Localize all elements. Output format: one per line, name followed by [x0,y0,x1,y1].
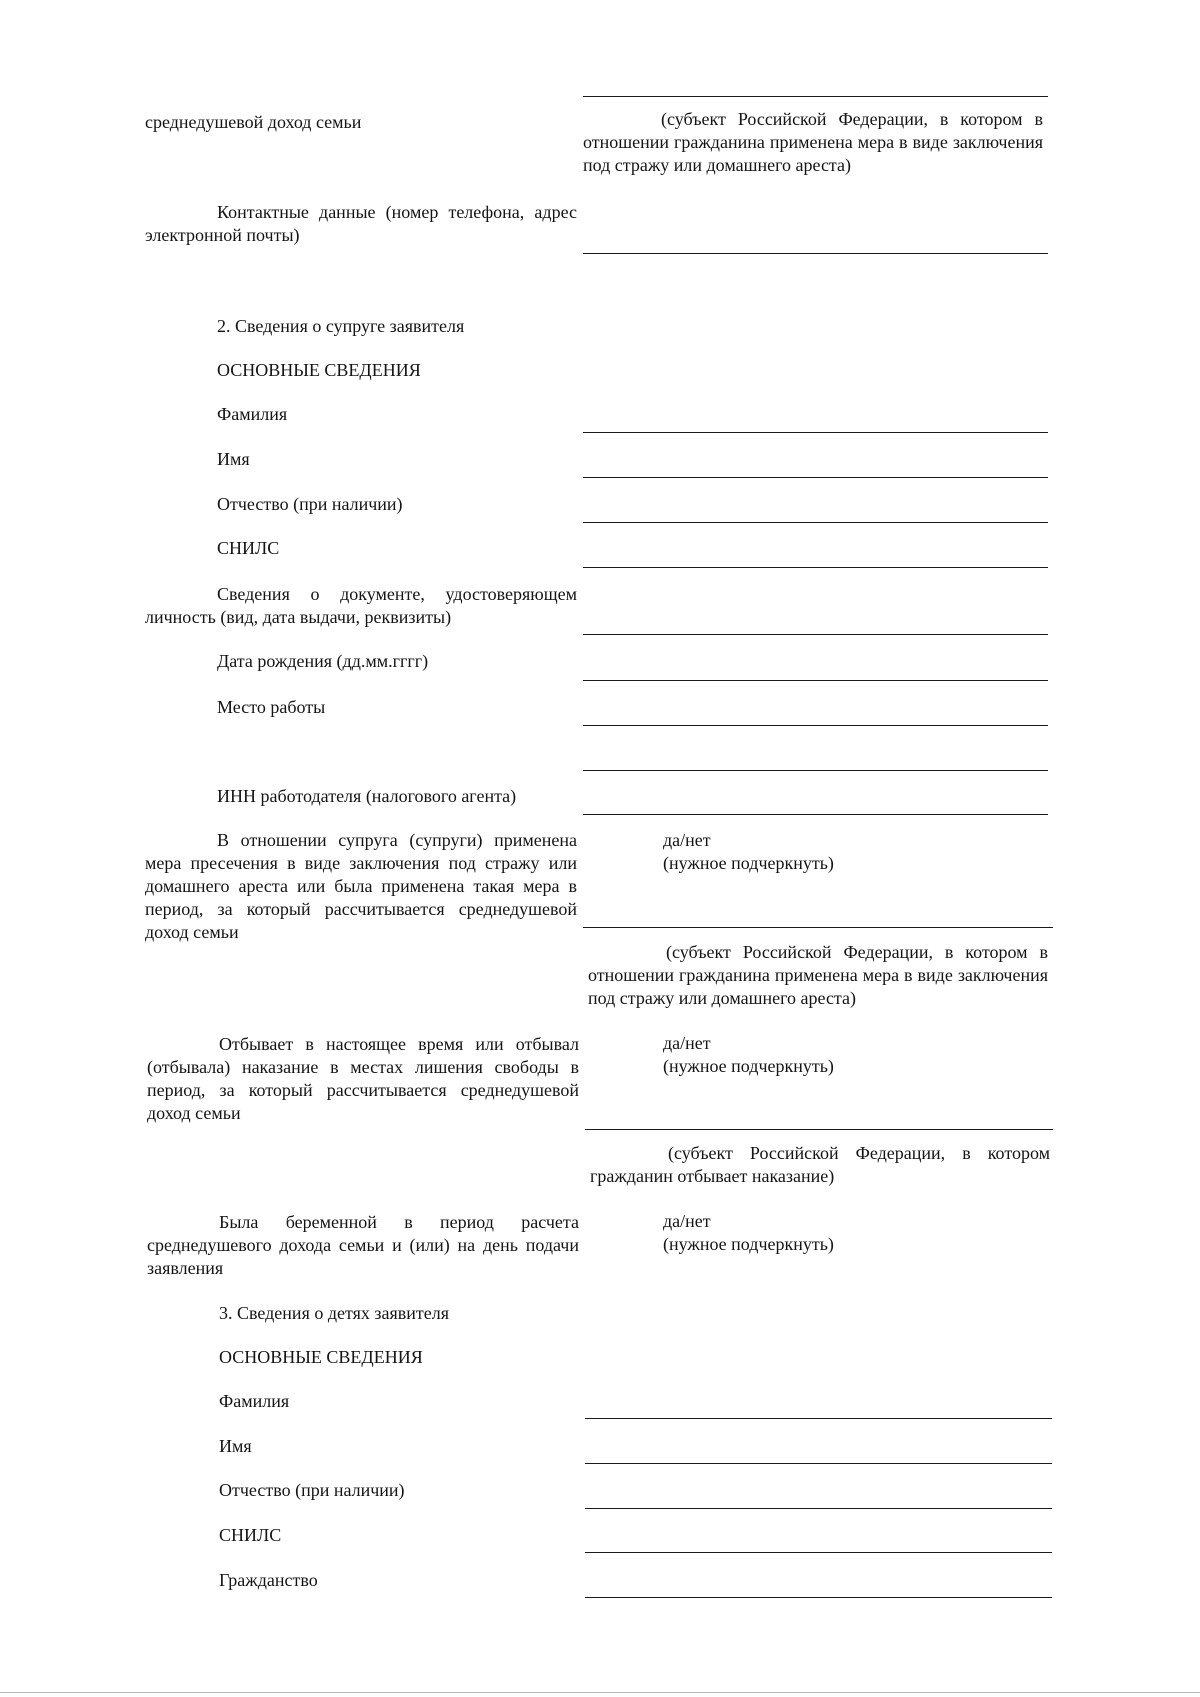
spouse-detention-answer[interactable]: да/нет [663,830,711,850]
spouse-workplace-label: Место работы [217,697,326,717]
spouse-pregnancy-answer[interactable]: да/нет [663,1211,711,1231]
spouse-workplace-input-line-1[interactable] [583,725,1048,726]
spouse-snils-label: СНИЛС [217,538,280,558]
spouse-surname-input-line[interactable] [583,432,1048,433]
spouse-imprisonment-yes-no[interactable] [663,1032,834,1078]
child-surname-label: Фамилия [219,1391,290,1411]
subject-note: (субъект Российской Федерации, в котором в отношении гражданина применена мера в виде заключения под стражу или домашнего ареста) [583,109,1043,175]
child-name-input-line[interactable] [585,1463,1052,1464]
spouse-snils-input-line[interactable] [583,567,1048,568]
spouse-pregnancy-question: Была беременной в период расчета среднедушевого дохода семьи и (или) на день подачи заявления [147,1212,579,1278]
spouse-imprisonment-hint: (нужное подчеркнуть) [663,1056,834,1076]
contact-input-line[interactable] [583,253,1048,254]
spouse-detention-subject-input-line[interactable] [583,927,1053,928]
spouse-patronymic-label: Отчество (при наличии) [217,494,403,514]
child-snils-label: СНИЛС [219,1525,282,1545]
spouse-detention-yes-no[interactable] [663,829,834,875]
spouse-detention-question: В отношении супруга (супруги) применена мера пресечения в виде заключения под стражу или домашнего ареста или была применена такая мера в период, за который рассчитывается среднедушевой доход семьи [145,830,577,942]
spouse-detention-hint: (нужное подчеркнуть) [663,853,834,873]
spouse-id-document-input-line[interactable] [583,634,1048,635]
child-patronymic-label: Отчество (при наличии) [219,1480,405,1500]
spouse-imprisonment-subject-input-line[interactable] [585,1129,1053,1130]
spouse-pregnancy-yes-no[interactable] [663,1210,834,1256]
child-name-label: Имя [219,1436,252,1456]
previous-question-tail: среднедушевой доход семьи [145,112,362,132]
spouse-basic-info-heading: ОСНОВНЫЕ СВЕДЕНИЯ [217,360,421,380]
spouse-birth-date-label: Дата рождения (дд.мм.гггг) [217,651,429,671]
child-citizenship-input-line[interactable] [585,1597,1052,1598]
spouse-employer-inn-input-line[interactable] [583,814,1048,815]
spouse-employer-inn-label: ИНН работодателя (налогового агента) [217,786,517,806]
contact-label: Контактные данные (номер телефона, адрес электронной почты) [145,202,577,245]
spouse-imprisonment-question: Отбывает в настоящее время или отбывал (отбывала) наказание в местах лишения свободы в период, за который рассчитывается среднедушевой доход семьи [147,1034,579,1123]
spouse-pregnancy-hint: (нужное подчеркнуть) [663,1234,834,1254]
spouse-imprisonment-answer[interactable]: да/нет [663,1033,711,1053]
child-patronymic-input-line[interactable] [585,1508,1052,1509]
spouse-imprisonment-subject-note: (субъект Российской Федерации, в котором гражданин отбывает наказание) [590,1143,1050,1186]
child-snils-input-line[interactable] [585,1552,1052,1553]
spouse-id-document-label: Сведения о документе, удостоверяющем личность (вид, дата выдачи, реквизиты) [145,584,577,627]
spouse-workplace-input-line-2[interactable] [583,770,1048,771]
children-section-heading: 3. Сведения о детях заявителя [219,1303,450,1323]
spouse-surname-label: Фамилия [217,404,288,424]
spouse-section-heading: 2. Сведения о супруге заявителя [217,316,465,336]
spouse-birth-date-input-line[interactable] [583,680,1048,681]
child-surname-input-line[interactable] [585,1418,1052,1419]
children-basic-info-heading: ОСНОВНЫЕ СВЕДЕНИЯ [219,1347,423,1367]
subject-input-line[interactable] [583,96,1048,97]
spouse-name-label: Имя [217,449,250,469]
spouse-name-input-line[interactable] [583,477,1048,478]
child-citizenship-label: Гражданство [219,1570,318,1590]
page-bottom-edge [0,1692,1200,1693]
spouse-detention-subject-note: (субъект Российской Федерации, в котором в отношении гражданина применена мера в виде заключения под стражу или домашнего ареста) [588,942,1048,1008]
spouse-patronymic-input-line[interactable] [583,522,1048,523]
